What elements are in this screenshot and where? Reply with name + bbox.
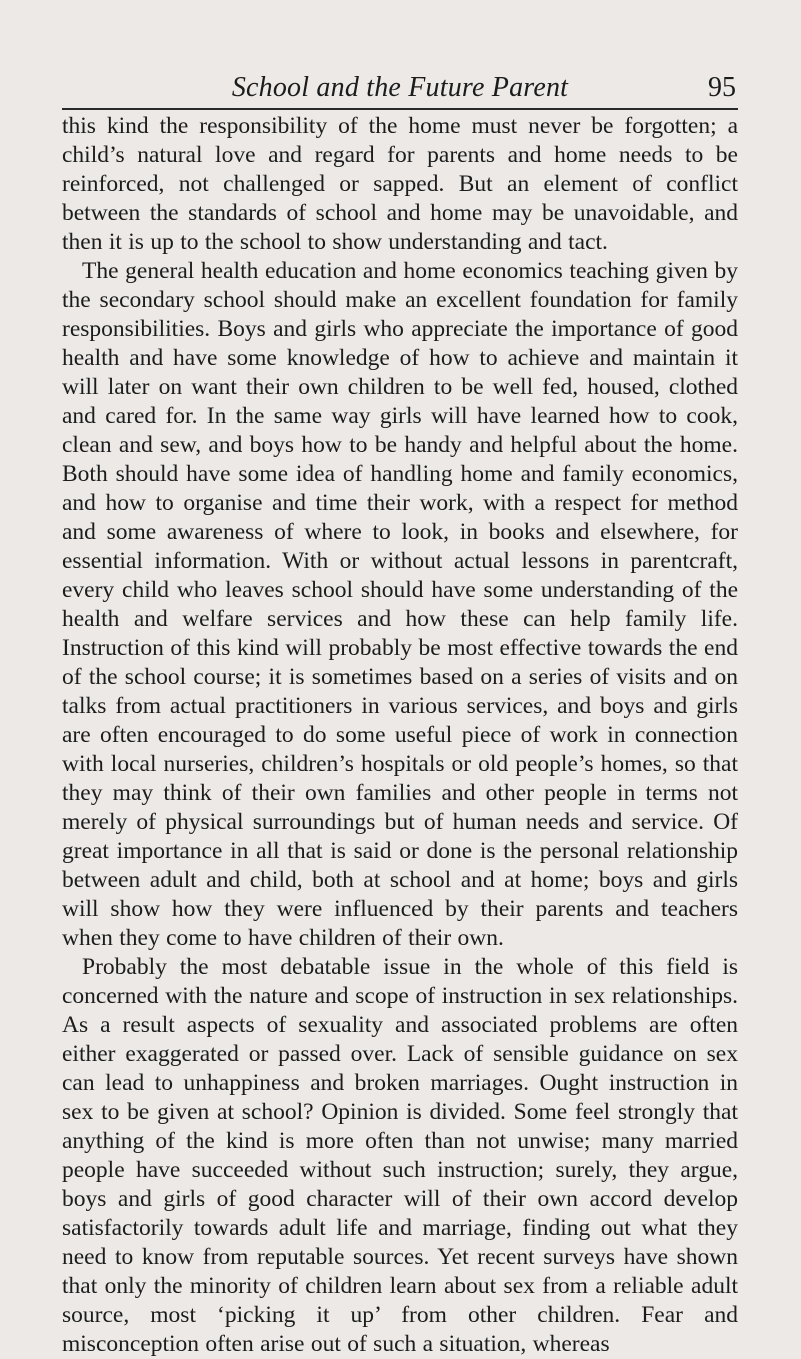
- page-number: 95: [708, 72, 736, 103]
- running-title: School and the Future Parent: [231, 72, 569, 103]
- paragraph-health-education: The general health education and home economics teaching given by the secondary school should make an excellent foundation for family responsibilities. Boys and girls who appreciate the importance of good health and have some knowledge of how to achieve and maintain it will later on want their own children to be well fed, housed, clothed and cared for. In the same way girls will have learned how to cook, clean and sew, and boys how to be handy and helpful about the home. Both should have some idea of handling home and family economics, and how to organise and time their work, with a respect for method and some awareness of where to look, in books and elsewhere, for essential information. With or without actual lessons in parentcraft, every child who leaves school should have some understanding of the health and welfare services and how these can help family life. Instruction of this kind will probably be most effective towards the end of the school course; it is sometimes based on a series of visits and on talks from actual practitioners in various services, and boys and girls are often encouraged to do some useful piece of work in connection with local nurseries, children’s hospitals or old people’s homes, so that they may think of their own families and other people in terms not merely of physical surroundings but of human needs and service. Of great importance in all that is said or done is the personal relationship between adult and child, both at school and at home; boys and girls will show how they were influenced by their parents and teachers when they come to have children of their own.: [62, 258, 738, 951]
- running-header: [62, 70, 738, 110]
- paragraph-sex-instruction: Probably the most debatable issue in the whole of this field is concerned with the nature and scope of instruction in sex relationships. As a result aspects of sexuality and associated problems are often either exaggerated or passed over. Lack of sensible guidance on sex can lead to unhappiness and broken marriages. Ought instruction in sex to be given at school? Opinion is divided. Some feel strongly that anything of the kind is more often than not unwise; many married people have succeeded without such instruction; surely, they argue, boys and girls of good character will of their own accord develop satisfactorily towards adult life and marriage, finding out what they need to know from reputable sources. Yet recent surveys have shown that only the minority of children learn about sex from a reliable adult source, most ‘picking it up’ from other children. Fear and misconception often arise out of such a situation, whereas: [62, 954, 738, 1357]
- paragraph-continued: this kind the responsibility of the home must never be forgotten; a child’s natural love and regard for parents and home needs to be reinforced, not challenged or sapped. But an element of conflict between the standards of school and home may be unavoidable, and then it is up to the school to show understanding and tact.: [62, 113, 738, 255]
- body-text: [62, 112, 738, 1359]
